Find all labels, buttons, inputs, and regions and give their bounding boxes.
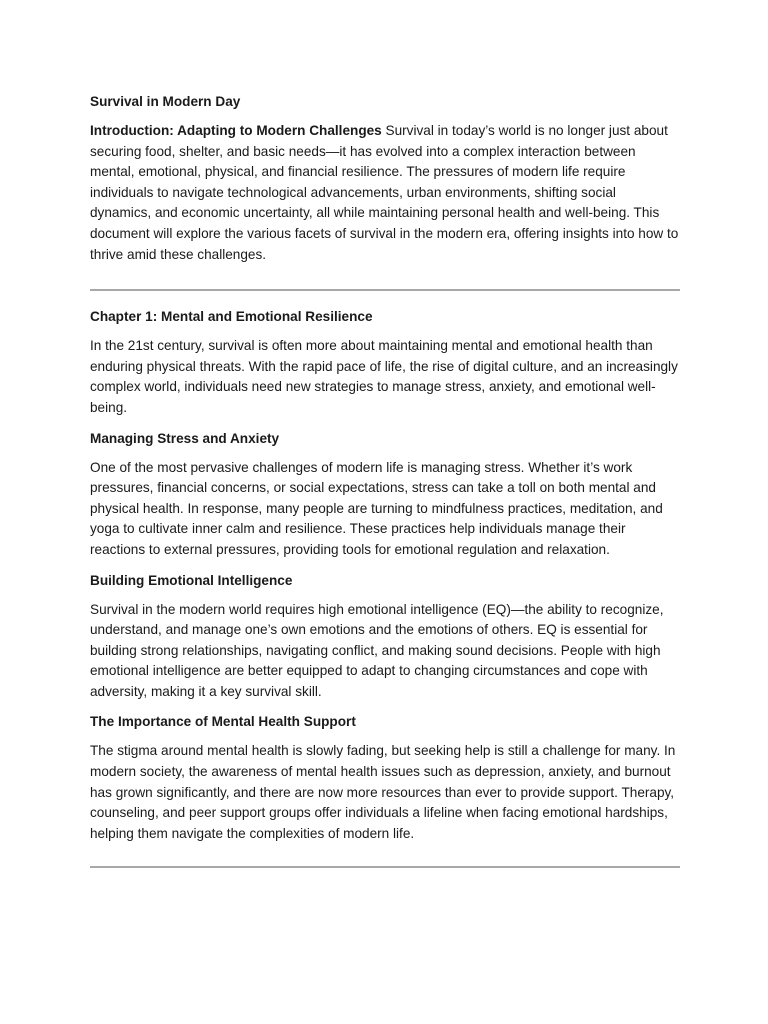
section-divider	[90, 289, 680, 291]
document-title: Survival in Modern Day	[90, 94, 241, 109]
introduction-heading: Introduction: Adapting to Modern Challenges	[90, 123, 382, 138]
section-paragraph-stress: One of the most pervasive challenges of modern life is managing stress. Whether it’s work pressures, financial concerns, or social expectations, stress can take a toll on both mental and physical health. In response, many people are turning to mindfulness practices, meditation, and yoga to cultivate inner calm and resilience. These practices help individuals manage their reactions to external pressures, providing tools for emotional regulation and relaxation.	[90, 459, 663, 557]
chapter-heading: Chapter 1: Mental and Emotional Resilience	[90, 309, 373, 325]
introduction-paragraph	[90, 121, 680, 265]
section-paragraph-mental-health-support: The stigma around mental health is slowly fading, but seeking help is still a challenge for many. In modern society, the awareness of mental health issues such as depression, anxiety, and burnout has grown significantly, and there are now more resources than ever to provide support. Therapy, counseling, and peer support groups offer individuals a lifeline when facing emotional hardships, helping them navigate the complexities of modern life.	[90, 743, 676, 841]
section-divider-bottom	[90, 866, 680, 868]
section-heading-mental-health-support: The Importance of Mental Health Support	[90, 714, 356, 730]
section-heading-emotional-intelligence: Building Emotional Intelligence	[90, 572, 293, 588]
introduction-text: Survival in today’s world is no longer just about securing food, shelter, and basic needs—it has evolved into a complex interaction between mental, emotional, physical, and financial resilience. The pressures of modern life require individuals to navigate technological advancements, urban environments, shifting social dynamics, and economic uncertainty, all while maintaining personal health and well-being. This document will explore the various facets of survival in the modern era, offering insights into how to thrive amid these challenges.	[90, 123, 679, 262]
section-heading-stress: Managing Stress and Anxiety	[90, 430, 280, 446]
section-paragraph-emotional-intelligence: Survival in the modern world requires high emotional intelligence (EQ)—the ability to recognize, understand, and manage one’s own emotions and the emotions of others. EQ is essential for building strong relationships, navigating conflict, and making sound decisions. People with high emotional intelligence are better equipped to adapt to changing circumstances and cope with adversity, making it a key survival skill.	[90, 601, 664, 699]
document-page	[90, 92, 680, 884]
chapter-intro-paragraph: In the 21st century, survival is often more about maintaining mental and emotional health than enduring physical threats. With the rapid pace of life, the rise of digital culture, and an increasingly complex world, individuals need new strategies to manage stress, anxiety, and emotional well-being.	[90, 338, 678, 415]
